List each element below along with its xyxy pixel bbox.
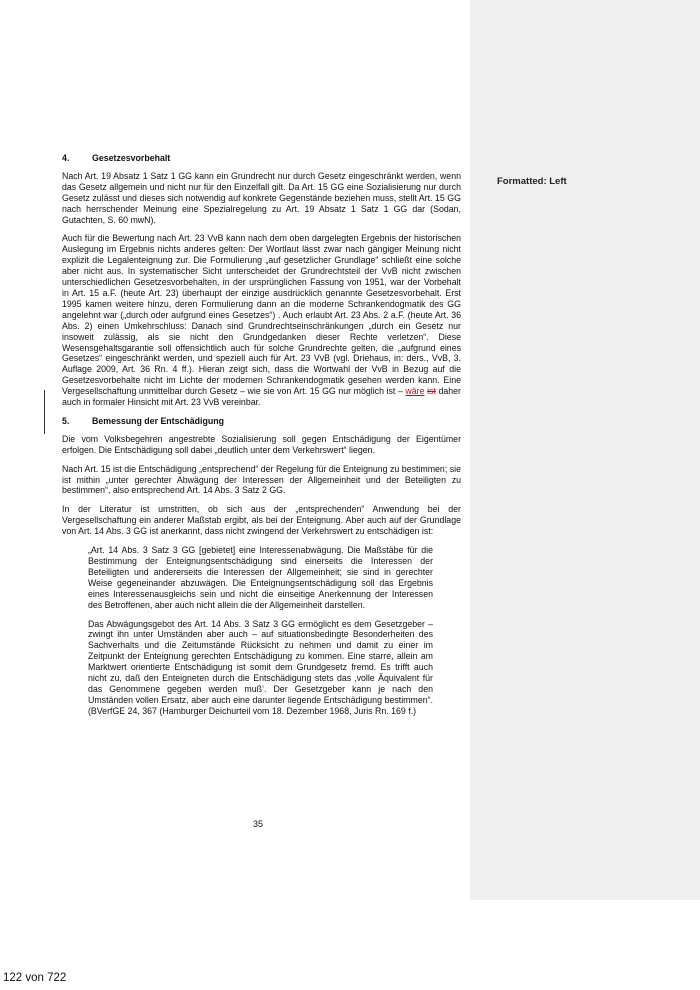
paragraph-tracked xyxy=(62,233,461,408)
paragraph-text-end: daher auch in formaler Hinsicht mit Art. 23 VvB vereinbar. xyxy=(62,386,461,408)
paragraph-text: Auch für die Bewertung nach Art. 23 VvB kann nach dem oben dargelegten Ergebnis der historischen Auslegung im Ergebnis nichts anderes gelten: Der Wortlaut lässt zwar nach gängiger Meinung nicht explizit die Legalenteignung zur. Die Formulierung „auf gesetzlicher Grundlage“ schließt eine solche aber nicht aus. In systematischer Sicht unterscheidet der Grundrechtsteil der VvB nicht zwischen unterschiedlichen Gesetzesvorbehalten, in der ursprünglichen Fassung von 1951, war der Vorbehalt in Art. 15 a.F. (heute Art. 23) überhaupt der einzige ausdrücklich genannte Gesetzesvorbehalt. Erst 1995 kamen weitere hinzu, deren Formulierung dann an die moderne Schrankendogmatik des GG angelehnt war („durch oder aufgrund eines Gesetzes“) . Auch erlaubt Art. 23 Abs. 2 a.F. (heute Art. 36 Abs. 2) einen Umkehrschluss: Danach sind Grundrechtseinschränkungen „durch ein Gesetz nur insoweit zulässig, als sie nicht den Grundgedanken dieser Rechte verletzen“. Diese Wesensgehaltsgarantie soll offensichtlich auch für solche Grundrechte gelten, die „aufgrund eines Gesetzes“ eingeschränkt werden, und speziell auch für Art. 23 VvB (vgl. Driehaus, in: ders., VvB, 3. Auflage 2009, Art. 36 Rn. 4 ff.). Hieran zeigt sich, dass die Wortwahl der VvB in Bezug auf die Gesetzesvorbehalte nicht im Lichte der modernen Schrankendogmatik gesehen werden kann. Eine Vergesellschaftung unmittelbar durch Gesetz – wie sie von Art. 15 GG nur möglich ist – xyxy=(62,233,461,397)
paragraph: Nach Art. 15 ist die Entschädigung „entsprechend“ der Regelung für die Enteignung zu bestimmen; sie ist mithin „unter gerechter Abwägung der Interessen der Allgemeinheit und der Beteiligten zu bestimmen“, also entsprechend Art. 14 Abs. 3 Satz 2 GG. xyxy=(62,463,461,496)
paragraph: Nach Art. 19 Absatz 1 Satz 1 GG kann ein Grundrecht nur durch Gesetz eingeschränkt werden, wenn das Gesetz allgemein und nicht nur für den Einzelfall gilt. Da Art. 15 GG eine Sozialisierung nur durch Gesetz zulässt und dieses sich notwendig auf konkrete Gegenstände beziehen muss, stellt Art. 15 GG nach herrschender Meinung eine Spezialregelung zu Art. 19 Absatz 1 Satz 1 GG dar (Sodan, Gutachten, S. 60 mwN). xyxy=(62,170,461,225)
paragraph: Die vom Volksbegehren angestrebte Sozialisierung soll gegen Entschädigung der Eigentümer erfolgen. Die Entschädigung soll dabei „deutlich unter dem Verkehrswert“ liegen. xyxy=(62,433,461,455)
section-number: 4. xyxy=(62,153,70,163)
deleted-text: ist xyxy=(427,386,436,397)
page-number: 35 xyxy=(253,819,264,829)
page-counter: 122 von 722 xyxy=(3,972,67,984)
block-quote: „Art. 14 Abs. 3 Satz 3 GG [gebietet] eine Interessenabwägung. Die Maßstäbe für die Bestimmung der Enteignungsentschädigung sind einerseits die Interessen der Beteiligten und andererseits die Interessen der Allgemeinheit; sie sind in gerechter Weise gegeneinander abzuwägen. Die Enteignungsentschädigung soll das Ergebnis eines Interessenausgleichs sein und nicht die einseitige Anerkennung der Interessen des Betroffenen, aber auch nicht allein die der Allgemeinheit darstellen. xyxy=(88,545,433,610)
section-heading xyxy=(62,153,461,164)
comment-balloon[interactable]: Formatted: Left xyxy=(497,176,567,187)
section-title: Gesetzesvorbehalt xyxy=(92,153,171,163)
paragraph: In der Literatur ist umstritten, ob sich aus der „entsprechenden“ Anwendung bei der Vergesellschaftung ein anderer Maßstab ergibt, als bei der Enteignung. Aber auch auf der Grundlage von Art. 14 Abs. 3 GG ist anerkannt, dass nicht zwingend der Verkehrswert zu entschädigen ist: xyxy=(62,504,461,537)
section-heading xyxy=(62,416,461,427)
change-bar xyxy=(44,390,45,434)
inserted-text: wäre xyxy=(405,386,425,397)
block-quote: Das Abwägungsgebot des Art. 14 Abs. 3 Satz 3 GG ermöglicht es dem Gesetzgeber – zwingt ihn unter Umständen aber auch – auf situationsbedingte Besonderheiten des Sachverhalts und die Zeitumstände Rücksicht zu nehmen und damit zu einer im Zeitpunkt der Enteignung gerechten Entschädigung zu kommen. Eine starre, allein am Marktwert orientierte Entschädigung ist somit dem Grundgesetz fremd. Es trifft auch nicht zu, daß den Enteigneten durch die Entschädigung stets das ‚volle Äquivalent für das Genommene gegeben werden muß‘. Der Gesetzgeber kann je nach den Umständen vollen Ersatz, aber auch eine darunter liegende Entschädigung bestimmen“. (BVerfGE 24, 367 (Hamburger Deichurteil vom 18. Dezember 1968, Juris Rn. 169 f.) xyxy=(88,618,433,716)
section-number: 5. xyxy=(62,415,70,426)
comment-pane xyxy=(470,0,700,900)
section-title: Bemessung der Entschädigung xyxy=(92,415,224,426)
document-body xyxy=(62,153,461,725)
